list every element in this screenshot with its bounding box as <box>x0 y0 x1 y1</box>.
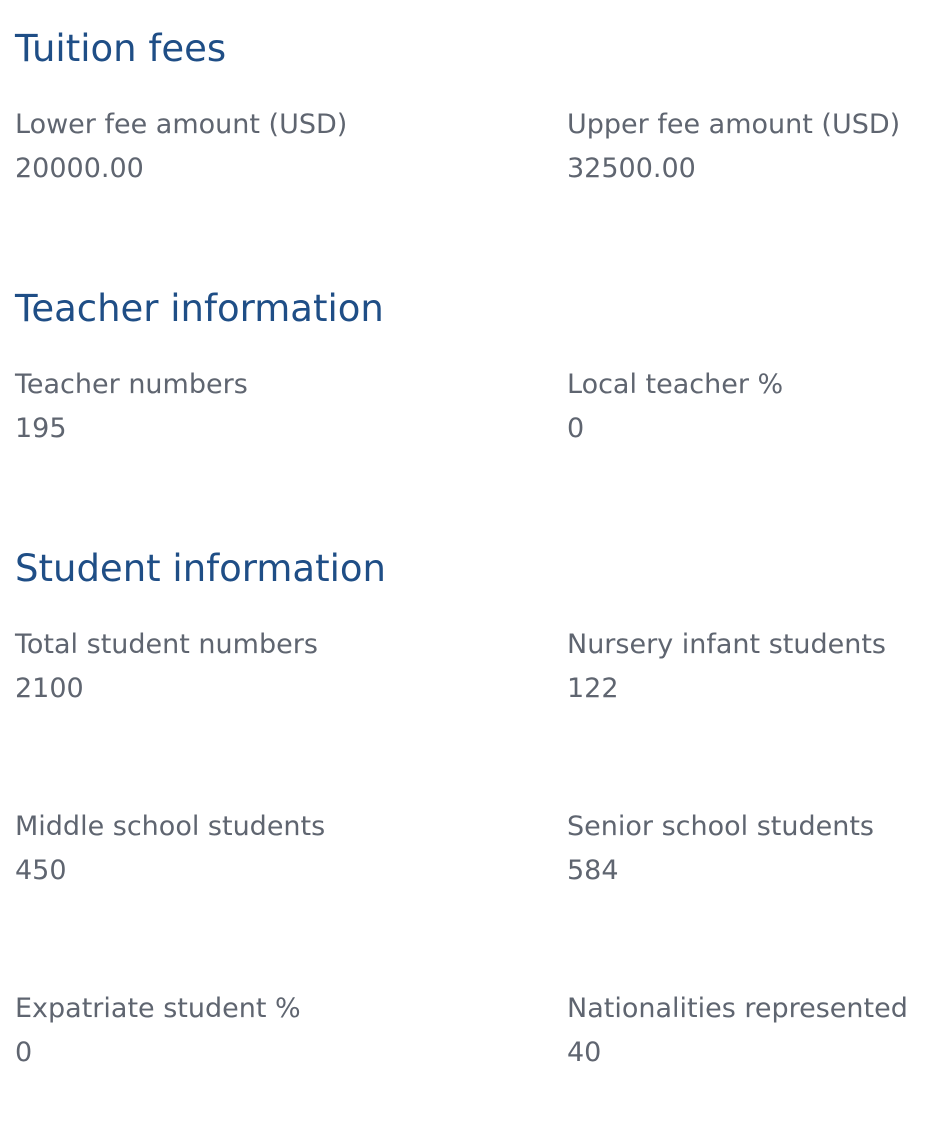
lower-fee-label: Lower fee amount (USD) <box>15 109 348 140</box>
senior-school-field <box>567 810 940 888</box>
local-teacher-value: 0 <box>567 413 585 444</box>
total-students-field <box>15 628 415 706</box>
middle-school-label: Middle school students <box>15 811 326 842</box>
teacher-information-heading: Teacher information <box>15 287 384 330</box>
upper-fee-field <box>567 108 940 186</box>
nursery-students-field <box>567 628 940 706</box>
expatriate-student-field <box>15 992 415 1070</box>
senior-school-label: Senior school students <box>567 811 874 842</box>
nationalities-field <box>567 992 940 1070</box>
student-information-heading: Student information <box>15 547 386 590</box>
middle-school-field <box>15 810 415 888</box>
teacher-numbers-field <box>15 368 415 446</box>
local-teacher-field <box>567 368 940 446</box>
middle-school-value: 450 <box>15 855 67 886</box>
teacher-numbers-value: 195 <box>15 413 67 444</box>
total-students-value: 2100 <box>15 673 84 704</box>
total-students-label: Total student numbers <box>15 629 318 660</box>
upper-fee-value: 32500.00 <box>567 153 696 184</box>
expatriate-student-value: 0 <box>15 1037 33 1068</box>
local-teacher-label: Local teacher % <box>567 369 784 400</box>
upper-fee-label: Upper fee amount (USD) <box>567 109 901 140</box>
expatriate-student-label: Expatriate student % <box>15 993 301 1024</box>
nursery-students-label: Nursery infant students <box>567 629 886 660</box>
nursery-students-value: 122 <box>567 673 619 704</box>
tuition-fees-heading: Tuition fees <box>15 27 227 70</box>
teacher-numbers-label: Teacher numbers <box>15 369 248 400</box>
nationalities-label: Nationalities represented <box>567 993 908 1024</box>
nationalities-value: 40 <box>567 1037 602 1068</box>
senior-school-value: 584 <box>567 855 619 886</box>
lower-fee-value: 20000.00 <box>15 153 144 184</box>
lower-fee-field <box>15 108 415 186</box>
